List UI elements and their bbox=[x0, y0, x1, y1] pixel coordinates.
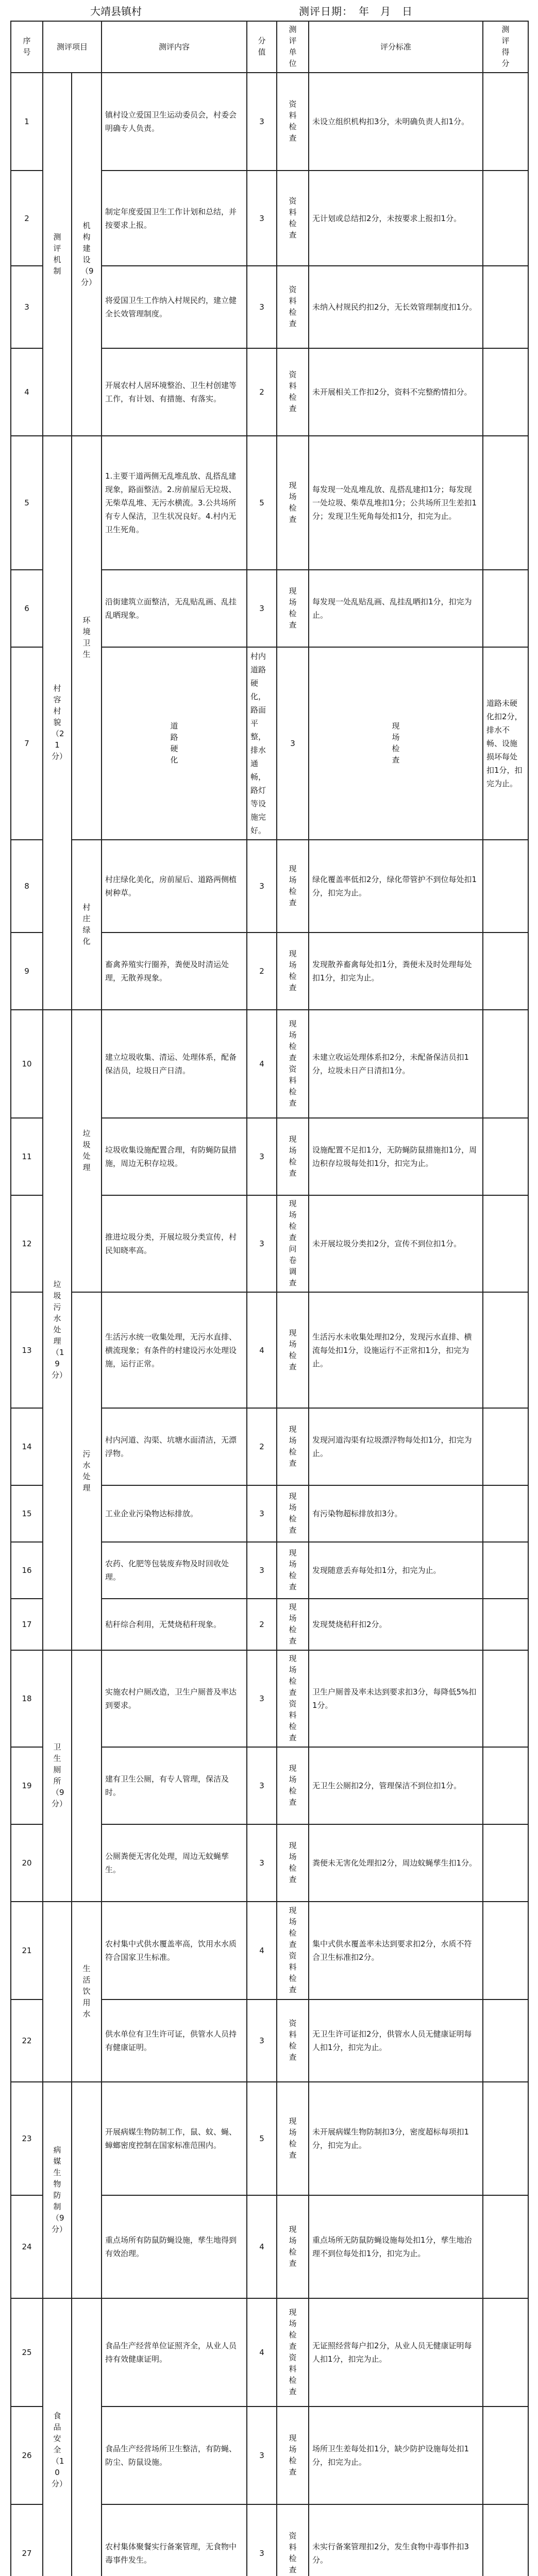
row-score: 3 bbox=[247, 1195, 277, 1292]
row-unit bbox=[277, 348, 309, 436]
row-unit bbox=[309, 647, 483, 840]
row-score-got-input[interactable] bbox=[483, 1010, 528, 1118]
row-number: 3 bbox=[11, 266, 43, 348]
row-number: 15 bbox=[11, 1485, 43, 1542]
row-content: 开展病媒生物防制工作，鼠、蚊、蝇、蟑螂密度控制在国家标准范围内。 bbox=[102, 2082, 247, 2195]
row-number: 17 bbox=[11, 1599, 43, 1650]
row-score: 3 bbox=[247, 266, 277, 348]
row-unit-text: 现场检查 bbox=[289, 1492, 297, 1535]
row-content: 沿街建筑立面整洁，无乱贴乱画、乱挂乱晒现象。 bbox=[102, 570, 247, 647]
row-standard: 生活污水未收集处理扣2分，发现污水直排、横流每处扣1分，设施运行不正常扣1分，扣完为止。 bbox=[309, 1292, 483, 1408]
row-category-text: 食品安全（10分） bbox=[52, 2411, 68, 2488]
row-unit-text: 现场检查 bbox=[289, 586, 297, 630]
row-score-got-input[interactable] bbox=[483, 348, 528, 436]
row-unit bbox=[277, 1118, 309, 1195]
row-category bbox=[43, 1650, 72, 1902]
row-content: 村内道路硬化，路面平整，排水通畅，路灯等设施完好。 bbox=[247, 647, 277, 840]
row-number: 5 bbox=[11, 436, 43, 570]
row-unit bbox=[277, 570, 309, 647]
row-content: 工业企业污染物达标排放。 bbox=[102, 1485, 247, 1542]
row-standard: 发现河道沟渠有垃圾漂浮物每处扣1分，扣完为止。 bbox=[309, 1408, 483, 1485]
row-subcategory bbox=[72, 2082, 102, 2298]
table-row bbox=[11, 2298, 528, 2406]
row-content: 推进垃圾分类，开展垃圾分类宣传，村民知晓率高。 bbox=[102, 1195, 247, 1292]
row-number: 8 bbox=[11, 840, 43, 933]
row-unit-text: 现场检查 bbox=[289, 949, 297, 992]
row-content: 村庄绿化美化，房前屋后、道路两侧植树种草。 bbox=[102, 840, 247, 933]
row-score: 4 bbox=[247, 1292, 277, 1408]
assessment-date: 测评日期： 年 月 日 bbox=[299, 5, 413, 18]
row-unit-text: 现场检查 bbox=[289, 2116, 297, 2160]
row-standard: 无证照经营每户扣2分，从业人员无健康证明每人扣1分，扣完为止。 bbox=[309, 2298, 483, 2406]
row-standard: 卫生户厕普及率未达到要求扣3分，每降低5%扣1分。 bbox=[309, 1650, 483, 1747]
row-score: 5 bbox=[247, 436, 277, 570]
row-subcategory-text: 机构建设（9分） bbox=[81, 221, 97, 287]
row-subcategory bbox=[72, 1292, 102, 1650]
row-number: 4 bbox=[11, 348, 43, 436]
row-number: 20 bbox=[11, 1824, 43, 1902]
row-content: 重点场所有防鼠防蝇设施，孳生地得到有效治理。 bbox=[102, 2195, 247, 2298]
header-content: 测评内容 bbox=[102, 21, 247, 73]
header-standard: 评分标准 bbox=[309, 21, 483, 73]
row-number: 21 bbox=[11, 1902, 43, 1999]
row-score: 3 bbox=[247, 1747, 277, 1824]
row-score: 3 bbox=[247, 2406, 277, 2504]
row-standard: 无计划或总结扣2分，未按要求上报扣1分。 bbox=[309, 171, 483, 266]
row-standard: 每发现一处乱堆乱放、乱搭乱建扣1分；每发现一处垃圾、柴草乱堆扣1分；公共场所卫生差扣1分；发现卫生死角每处扣1分，扣完为止。 bbox=[309, 436, 483, 570]
row-content: 农村集体聚餐实行备案管理，无食物中毒事件发生。 bbox=[102, 2504, 247, 2576]
row-standard: 每发现一处乱贴乱画、乱挂乱晒扣1分，扣完为止。 bbox=[309, 570, 483, 647]
row-subcategory-text: 道路硬化 bbox=[170, 721, 178, 765]
row-unit-text: 现场检查 bbox=[392, 721, 400, 765]
row-score: 4 bbox=[247, 1010, 277, 1118]
row-unit-text: 现场检查 bbox=[289, 1841, 297, 1884]
row-score: 2 bbox=[247, 1599, 277, 1650]
row-standard: 无卫生公厕扣2分，管理保洁不到位扣1分。 bbox=[309, 1747, 483, 1824]
row-content: 建立垃圾收集、清运、处理体系，配备保洁员，垃圾日产日清。 bbox=[102, 1010, 247, 1118]
row-score-got-input[interactable] bbox=[483, 1599, 528, 1650]
row-number: 24 bbox=[11, 2195, 43, 2298]
row-score: 3 bbox=[247, 1118, 277, 1195]
row-score: 3 bbox=[247, 1542, 277, 1599]
row-content: 1.主要干道两侧无乱堆乱放、乱搭乱建现象，路面整洁。2.房前屋后无垃圾、无柴草乱堆、无污水横流。3.公共场所有专人保洁，卫生状况良好。4.村内无卫生死角。 bbox=[102, 436, 247, 570]
row-subcategory-text: 垃圾处理 bbox=[82, 1129, 91, 1172]
row-number: 11 bbox=[11, 1118, 43, 1195]
row-subcategory bbox=[72, 73, 102, 436]
row-category bbox=[43, 1010, 72, 1650]
row-number: 25 bbox=[11, 2298, 43, 2406]
row-unit-text: 现场检查 bbox=[289, 2433, 297, 2477]
row-category bbox=[43, 2082, 72, 2298]
row-unit bbox=[277, 1999, 309, 2082]
row-unit-text: 现场检查 bbox=[289, 1548, 297, 1591]
row-unit-text: 现场检查资料检查 bbox=[289, 1654, 297, 1742]
row-score: 3 bbox=[247, 570, 277, 647]
row-score-got-input[interactable] bbox=[483, 1118, 528, 1195]
row-number: 26 bbox=[11, 2406, 43, 2504]
row-subcategory bbox=[72, 1650, 102, 1902]
row-score: 2 bbox=[247, 348, 277, 436]
row-score-got-input[interactable] bbox=[483, 570, 528, 647]
row-standard: 未纳入村规民约扣2分，无长效管理制度扣1分。 bbox=[309, 266, 483, 348]
row-unit bbox=[277, 1747, 309, 1824]
table-row bbox=[11, 2082, 528, 2195]
row-unit bbox=[277, 266, 309, 348]
row-standard: 未建立收运处理体系扣2分，未配备保洁员扣1分，垃圾未日产日清扣1分。 bbox=[309, 1010, 483, 1118]
row-score-got-input[interactable] bbox=[483, 1824, 528, 1902]
row-number: 19 bbox=[11, 1747, 43, 1824]
row-number: 27 bbox=[11, 2504, 43, 2576]
row-unit-text: 现场检查 bbox=[289, 1764, 297, 1807]
row-score: 3 bbox=[247, 73, 277, 171]
row-unit bbox=[277, 840, 309, 933]
row-standard: 未开展相关工作扣2分，资料不完整酌情扣分。 bbox=[309, 348, 483, 436]
row-unit-text: 资料检查 bbox=[289, 285, 297, 328]
row-category-text: 垃圾污水处理（19分） bbox=[52, 1279, 68, 1380]
row-standard: 发现随意丢弃每处扣1分，扣完为止。 bbox=[309, 1542, 483, 1599]
row-unit-text: 现场检查 bbox=[289, 481, 297, 524]
row-score: 3 bbox=[247, 2504, 277, 2576]
row-score: 3 bbox=[277, 647, 309, 840]
row-unit-text: 现场检查 bbox=[289, 1134, 297, 1178]
row-subcategory-text: 村庄绿化 bbox=[82, 903, 91, 946]
row-unit bbox=[277, 1292, 309, 1408]
row-number: 22 bbox=[11, 1999, 43, 2082]
row-content: 供水单位有卫生许可证，供管水人员持有健康证明。 bbox=[102, 1999, 247, 2082]
row-unit-text: 资料检查 bbox=[289, 196, 297, 240]
row-unit-text: 现场检查资料检查 bbox=[289, 1906, 297, 1994]
row-category bbox=[43, 436, 72, 1010]
row-unit-text: 资料检查 bbox=[289, 2019, 297, 2062]
row-content: 生活污水统一收集处理，无污水直排、横流现象；有条件的村建设污水处理设施，运行正常。 bbox=[102, 1292, 247, 1408]
row-content: 建有卫生公厕，有专人管理，保洁及时。 bbox=[102, 1747, 247, 1824]
row-score: 4 bbox=[247, 1902, 277, 1999]
row-score-got-input[interactable] bbox=[483, 1650, 528, 1747]
row-unit-text: 现场检查 bbox=[289, 864, 297, 907]
row-standard: 粪便未无害化处理扣2分，周边蚊蝇孳生扣1分。 bbox=[309, 1824, 483, 1902]
row-content: 实施农村户厕改造，卫生户厕普及率达到要求。 bbox=[102, 1650, 247, 1747]
row-subcategory bbox=[72, 840, 102, 1010]
row-subcategory bbox=[72, 436, 102, 840]
row-number: 6 bbox=[11, 570, 43, 647]
row-unit-text: 现场检查 bbox=[289, 1328, 297, 1371]
row-unit-text: 现场检查 bbox=[289, 1602, 297, 1646]
row-unit bbox=[277, 1824, 309, 1902]
row-category bbox=[43, 2298, 72, 2576]
header-unit: 测评单位 bbox=[277, 21, 309, 73]
row-category-text: 测评机制 bbox=[53, 232, 61, 276]
row-score-got-input[interactable] bbox=[483, 1747, 528, 1824]
row-score-got-input[interactable] bbox=[483, 266, 528, 348]
row-score-got-input[interactable] bbox=[483, 2298, 528, 2406]
table-row bbox=[11, 1292, 528, 1408]
row-standard: 集中式供水覆盖率未达到要求扣2分，水质不符合卫生标准扣2分。 bbox=[309, 1902, 483, 1999]
row-standard: 场所卫生差每处扣1分，缺少防护设施每处扣1分，扣完为止。 bbox=[309, 2406, 483, 2504]
row-content: 公厕粪便无害化处理，周边无蚊蝇孳生。 bbox=[102, 1824, 247, 1902]
header-category: 测评项目 bbox=[43, 21, 102, 73]
row-content: 秸秆综合利用，无焚烧秸秆现象。 bbox=[102, 1599, 247, 1650]
table-row bbox=[11, 73, 528, 171]
row-score: 2 bbox=[247, 933, 277, 1010]
row-standard: 未实行备案管理扣2分，发生食物中毒事件扣3分。 bbox=[309, 2504, 483, 2576]
row-score-got-input[interactable] bbox=[483, 1195, 528, 1292]
row-unit bbox=[277, 2082, 309, 2195]
header-score: 分值 bbox=[247, 21, 277, 73]
row-unit bbox=[277, 1650, 309, 1747]
row-score-got-input[interactable] bbox=[483, 1542, 528, 1599]
row-number: 12 bbox=[11, 1195, 43, 1292]
row-score: 2 bbox=[247, 1408, 277, 1485]
village-title: 大靖县镇村 bbox=[90, 5, 142, 18]
row-unit-text: 现场检查 bbox=[289, 2225, 297, 2268]
row-score-got-input[interactable] bbox=[483, 2082, 528, 2195]
table-row bbox=[11, 840, 528, 933]
row-standard: 发现焚烧秸秆扣2分。 bbox=[309, 1599, 483, 1650]
row-content: 开展农村人居环境整治、卫生村创建等工作，有计划、有措施、有落实。 bbox=[102, 348, 247, 436]
row-standard: 绿化覆盖率低扣2分，绿化带管护不到位每处扣1分，扣完为止。 bbox=[309, 840, 483, 933]
row-score-got-input[interactable] bbox=[483, 2406, 528, 2504]
row-content: 镇村设立爱国卫生运动委员会，村委会明确专人负责。 bbox=[102, 73, 247, 171]
row-score-got-input[interactable] bbox=[483, 171, 528, 266]
row-content: 畜禽养殖实行圈养，粪便及时清运处理，无散养现象。 bbox=[102, 933, 247, 1010]
row-number: 2 bbox=[11, 171, 43, 266]
row-score-got-input[interactable] bbox=[483, 1292, 528, 1408]
row-score: 5 bbox=[247, 2082, 277, 2195]
row-number: 10 bbox=[11, 1010, 43, 1118]
row-standard: 无卫生许可证扣2分，供管水人员无健康证明每人扣1分，扣完为止。 bbox=[309, 1999, 483, 2082]
row-subcategory-text: 污水处理 bbox=[82, 1449, 91, 1493]
row-unit-text: 现场检查资料检查 bbox=[289, 1019, 297, 1108]
row-standard: 有污染物超标排放扣3分。 bbox=[309, 1485, 483, 1542]
row-subcategory bbox=[72, 2298, 102, 2576]
row-content: 垃圾收集设施配置合理，有防蝇防鼠措施，周边无积存垃圾。 bbox=[102, 1118, 247, 1195]
row-number: 16 bbox=[11, 1542, 43, 1599]
row-number: 23 bbox=[11, 2082, 43, 2195]
row-category bbox=[43, 1902, 72, 2082]
row-score: 3 bbox=[247, 171, 277, 266]
row-subcategory-text: 生活饮用水 bbox=[82, 1964, 91, 2019]
row-score-got-input[interactable] bbox=[483, 436, 528, 570]
row-unit bbox=[277, 2406, 309, 2504]
row-unit bbox=[277, 1485, 309, 1542]
header-num: 序号 bbox=[11, 21, 43, 73]
row-score-got-input[interactable] bbox=[483, 73, 528, 171]
row-unit bbox=[277, 1195, 309, 1292]
row-standard: 设施配置不足扣1分，无防蝇防鼠措施扣1分，周边积存垃圾每处扣1分，扣完为止。 bbox=[309, 1118, 483, 1195]
row-content: 制定年度爱国卫生工作计划和总结，并按要求上报。 bbox=[102, 171, 247, 266]
row-unit bbox=[277, 1408, 309, 1485]
row-score-got-input[interactable] bbox=[483, 2504, 528, 2576]
row-score-got-input[interactable] bbox=[483, 1408, 528, 1485]
row-score-got-input[interactable] bbox=[483, 1485, 528, 1542]
row-number: 7 bbox=[11, 647, 43, 840]
row-score: 4 bbox=[247, 2298, 277, 2406]
row-number: 14 bbox=[11, 1408, 43, 1485]
row-content: 农药、化肥等包装废弃物及时回收处理。 bbox=[102, 1542, 247, 1599]
row-standard: 重点场所无防鼠防蝇设施每处扣1分，孳生地治理不到位每处扣1分，扣完为止。 bbox=[309, 2195, 483, 2298]
row-score-got-input[interactable] bbox=[483, 840, 528, 933]
row-unit bbox=[277, 436, 309, 570]
row-score-got-input[interactable] bbox=[483, 933, 528, 1010]
row-score-got-input[interactable] bbox=[483, 1902, 528, 1999]
row-unit-text: 现场检查 bbox=[289, 1425, 297, 1468]
row-unit bbox=[277, 933, 309, 1010]
table-row bbox=[11, 436, 528, 570]
row-category-text: 村容村貌（21分） bbox=[52, 684, 68, 761]
row-number: 1 bbox=[11, 73, 43, 171]
row-standard: 未设立组织机构扣3分，未明确负责人扣1分。 bbox=[309, 73, 483, 171]
row-unit bbox=[277, 1010, 309, 1118]
row-standard: 发现散养畜禽每处扣1分，粪便未及时处理每处扣1分，扣完为止。 bbox=[309, 933, 483, 1010]
row-unit-text: 资料检查 bbox=[289, 99, 297, 143]
row-subcategory-text: 环境卫生 bbox=[82, 616, 91, 659]
row-score: 4 bbox=[247, 2195, 277, 2298]
row-unit bbox=[277, 1599, 309, 1650]
row-unit bbox=[277, 1542, 309, 1599]
row-category bbox=[43, 73, 72, 436]
row-category-text: 病媒生物防制（9分） bbox=[52, 2145, 68, 2234]
row-subcategory bbox=[72, 1010, 102, 1292]
row-standard: 未开展垃圾分类扣2分，宣传不到位扣1分。 bbox=[309, 1195, 483, 1292]
row-content: 村内河道、沟渠、坑塘水面清洁，无漂浮物。 bbox=[102, 1408, 247, 1485]
row-subcategory bbox=[102, 647, 247, 840]
table-row bbox=[11, 1902, 528, 1999]
row-standard: 未开展病媒生物防制扣3分，密度超标每项扣1分，扣完为止。 bbox=[309, 2082, 483, 2195]
row-content: 将爱国卫生工作纳入村规民约，建立健全长效管理制度。 bbox=[102, 266, 247, 348]
row-content: 食品生产经营单位证照齐全，从业人员持有效健康证明。 bbox=[102, 2298, 247, 2406]
row-unit bbox=[277, 1902, 309, 1999]
row-number: 9 bbox=[11, 933, 43, 1010]
row-unit bbox=[277, 2504, 309, 2576]
row-score: 3 bbox=[247, 1485, 277, 1542]
row-unit bbox=[277, 2195, 309, 2298]
row-content: 食品生产经营场所卫生整洁，有防蝇、防尘、防鼠设施。 bbox=[102, 2406, 247, 2504]
row-score: 3 bbox=[247, 1824, 277, 1902]
table-row bbox=[11, 1650, 528, 1747]
row-score-got-input[interactable] bbox=[483, 2195, 528, 2298]
row-number: 13 bbox=[11, 1292, 43, 1408]
row-unit bbox=[277, 2298, 309, 2406]
row-score: 3 bbox=[247, 840, 277, 933]
row-score: 3 bbox=[247, 1650, 277, 1747]
row-unit bbox=[277, 73, 309, 171]
row-number: 18 bbox=[11, 1650, 43, 1747]
table-header-row bbox=[11, 21, 528, 73]
row-unit-text: 现场检查问卷调查 bbox=[289, 1199, 297, 1287]
table-row bbox=[11, 1010, 528, 1118]
row-unit-text: 资料检查 bbox=[289, 2531, 297, 2574]
row-standard: 道路未硬化扣2分，排水不畅、设施损坏每处扣1分，扣完为止。 bbox=[483, 647, 528, 840]
row-category-text: 卫生厕所（9分） bbox=[52, 1742, 68, 1808]
row-score: 3 bbox=[247, 1999, 277, 2082]
row-score-got-input[interactable] bbox=[483, 1999, 528, 2082]
header-score-got: 测评得分 bbox=[483, 21, 528, 73]
row-content: 农村集中式供水覆盖率高，饮用水水质符合国家卫生标准。 bbox=[102, 1902, 247, 1999]
row-unit bbox=[277, 171, 309, 266]
assessment-table bbox=[10, 21, 529, 2576]
row-unit-text: 资料检查 bbox=[289, 370, 297, 413]
row-unit-text: 现场检查资料检查 bbox=[289, 2308, 297, 2396]
row-subcategory bbox=[72, 1902, 102, 2082]
